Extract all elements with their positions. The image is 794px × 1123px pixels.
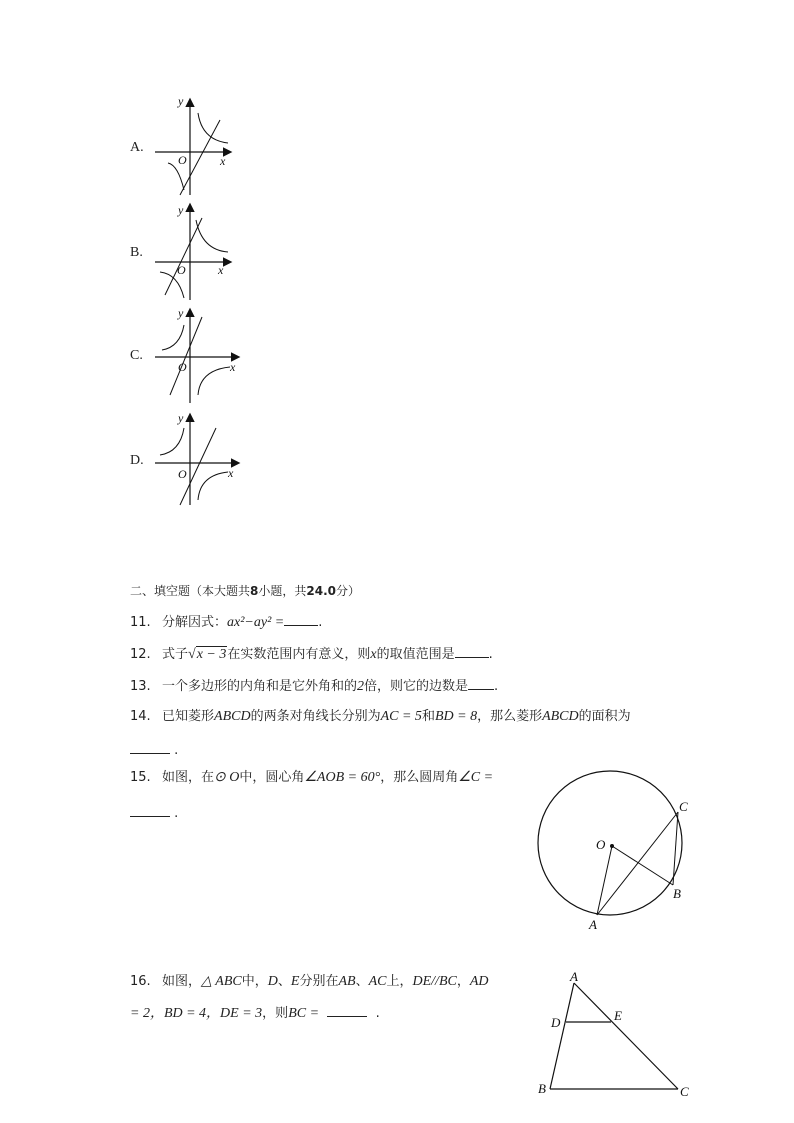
answer-blank	[455, 644, 489, 658]
answer-blank	[130, 803, 170, 817]
question-15-continued: .	[130, 803, 178, 824]
option-d-x-label: x	[228, 466, 234, 480]
option-c-origin-label: O	[178, 360, 187, 374]
figure-15-circle	[530, 765, 705, 940]
option-d-letter: D.	[130, 453, 144, 468]
figure-16-label-a: A	[570, 969, 578, 984]
option-b-letter: B.	[130, 245, 143, 260]
question-14: 14. 已知菱形ABCD的两条对角线长分别为AC = 5和BD = 8，那么菱形ABCD的面积为	[130, 709, 631, 724]
option-a-graph	[150, 95, 240, 200]
option-c-graph	[150, 305, 250, 410]
option-b-x-label: x	[218, 263, 224, 277]
figure-16-label-c: C	[680, 1084, 689, 1099]
option-d-graph	[150, 410, 250, 510]
option-d-origin-label: O	[178, 467, 187, 481]
answer-blank	[130, 740, 170, 754]
question-12: 12. 式子√x − 3在实数范围内有意义，则x的取值范围是 .	[130, 644, 493, 665]
option-b-origin-label: O	[177, 263, 186, 277]
answer-blank	[284, 612, 318, 626]
sqrt-expression: √x − 3	[188, 647, 227, 662]
question-13: 13. 一个多边形的内角和是它外角和的2倍，则它的边数是 .	[130, 676, 498, 697]
option-b-y-label: y	[178, 203, 184, 217]
figure-15-label-o: O	[596, 837, 606, 852]
option-c-letter: C.	[130, 348, 143, 363]
answer-blank	[468, 676, 494, 690]
option-a-origin-label: O	[178, 153, 187, 167]
option-a-y-label: y	[178, 95, 184, 108]
question-16-continued: = 2，BD = 4，DE = 3，则BC = .	[130, 1003, 380, 1024]
question-14-continued: .	[130, 740, 178, 761]
option-b-graph	[150, 200, 240, 305]
question-16: 16. 如图，△ ABC中，D、E分别在AB、AC上，DE//BC，AD	[130, 974, 489, 989]
option-d-y-label: y	[178, 411, 184, 425]
figure-15-label-a: A	[589, 917, 597, 932]
figure-15-label-b: B	[673, 886, 681, 901]
section-heading: 二、填空题（本大题共8小题，共24.0分）	[130, 584, 361, 598]
figure-16-label-e: E	[614, 1008, 622, 1023]
figure-16-triangle	[530, 965, 700, 1105]
figure-16-label-b: B	[538, 1081, 546, 1096]
figure-16-label-d: D	[551, 1015, 561, 1030]
option-a-x-label: x	[220, 154, 226, 168]
answer-blank	[327, 1003, 367, 1017]
figure-15-label-c: C	[679, 799, 688, 814]
question-11: 11. 分解因式：ax²−ay² = .	[130, 612, 322, 633]
option-c-x-label: x	[230, 360, 236, 374]
question-15: 15. 如图，在⊙ O中，圆心角∠AOB = 60°，那么圆周角∠C =	[130, 770, 494, 785]
option-a-letter: A.	[130, 140, 144, 155]
option-c-y-label: y	[178, 306, 184, 320]
